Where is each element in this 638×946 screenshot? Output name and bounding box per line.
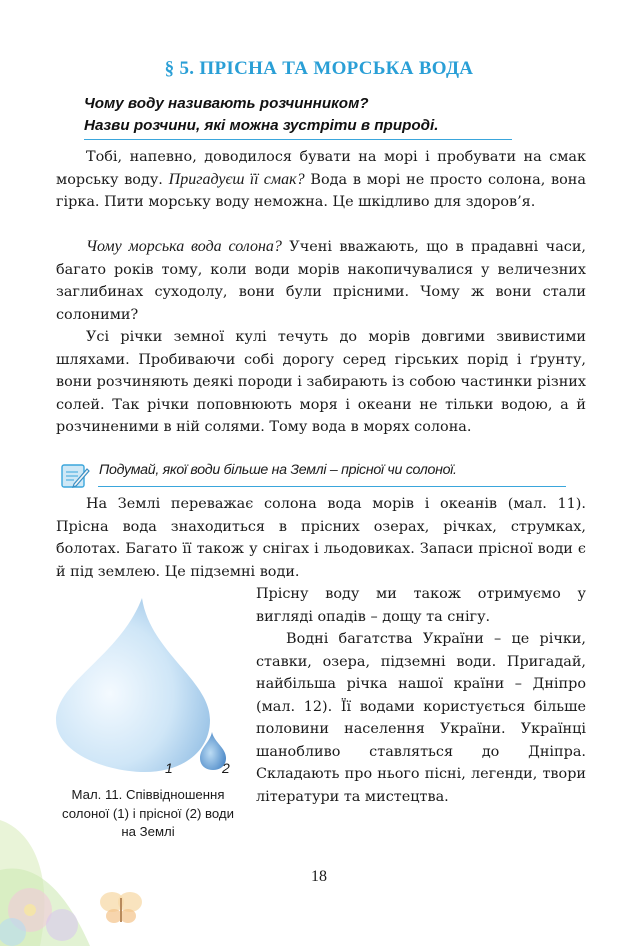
paragraph-1-text-a: Тобі, напевно, доводилося бувати на морі і пробувати на смак морську воду. <box>56 149 586 188</box>
paragraph-2 <box>56 236 586 326</box>
intro-questions <box>84 93 584 137</box>
paragraph-2-question: Чому морська вода солона? <box>86 238 282 255</box>
figure-caption: Мал. 11. Співвідношення солоної (1) і прісної (2) води на Землі <box>62 787 234 839</box>
paragraph-4 <box>56 493 586 583</box>
paragraph-4b-text: Прісну воду ми також отримуємо у вигляді опадів – дощу та снігу. <box>256 586 586 625</box>
butterfly-icon <box>98 888 144 928</box>
salt-water-drop <box>56 598 210 772</box>
label-salt: 1 <box>165 760 173 776</box>
paragraph-1 <box>56 146 586 214</box>
think-underline <box>98 486 566 487</box>
think-prompt: Подумай, якої води більше на Землі – прісної чи солоної. <box>99 462 457 478</box>
section-title: § 5. ПРІСНА ТА МОРСЬКА ВОДА <box>164 58 474 79</box>
paragraph-1-text-b: Вода в морі не просто солона, вона гірка. Пити морську воду неможна. Це шкідливо для здоров’я. <box>56 171 586 210</box>
question-1: Чому воду називають розчинником? <box>84 95 369 112</box>
paragraph-3 <box>56 326 586 439</box>
paragraph-4-text: На Землі переважає солона вода морів і океанів (мал. 11). Прісна вода знаходиться в прісних озерах, річках, струмках, болотах. Багато її також у снігах і льодовиках. Запаси прісної води є й під землею. Це підземні води. <box>56 496 586 580</box>
paragraph-2-text: Учені вважають, що в прадавні часи, багато років тому, коли води морів накопичувалися у величезних заглибинах суходолу, вони були прісними. Чому ж вони стали солоними? <box>56 239 586 323</box>
label-fresh: 2 <box>222 760 230 776</box>
paragraph-3-text: Усі річки земної кулі течуть до морів довгими звивистими шляхами. Пробиваючи собі дорогу серед гірських порід і ґрунту, вони розчиняють деякі породи і забирають із собою частинки різних солей. Так річки поповнюють моря і океани не тільки водою, а й розчиненими в ній солями. Тому вода в морях солона. <box>56 329 586 435</box>
page-number: 18 <box>311 868 327 885</box>
paragraph-5-text: Водні багатства України – це річки, ставки, озера, підземні води. Пригадай, найбільша річка нашої країни – Дніпро (мал. 12). Її водами користується більше половини населення України. Українці шанобливо ставляться до Дніпра. Складають про нього пісні, легенди, твори літератури та мистецтва. <box>256 631 586 805</box>
water-drops-figure <box>50 592 250 782</box>
paragraph-1-question: Пригадуєш її смак? <box>168 170 305 188</box>
question-2: Назви розчини, які можна зустріти в природі. <box>84 117 439 134</box>
questions-underline <box>84 139 512 140</box>
paragraph-5 <box>256 583 586 808</box>
pencil-notebook-icon <box>60 462 90 490</box>
